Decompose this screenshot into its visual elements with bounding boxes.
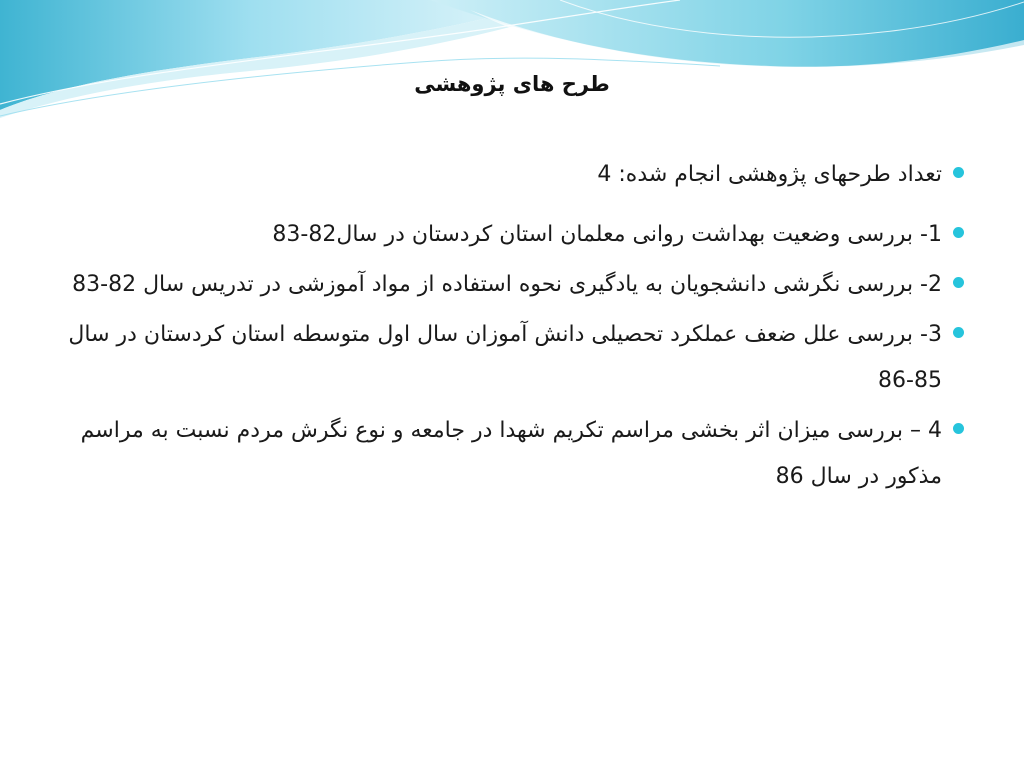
- bullet-text: 3- بررسی علل ضعف عملکرد تحصیلی دانش آموزان سال اول متوسطه استان کردستان در سال 85-86: [68, 322, 942, 393]
- bullet-item: [62, 262, 942, 308]
- bullet-text: 4 – بررسی میزان اثر بخشی مراسم تکریم شهدا در جامعه و نوع نگرش مردم نسبت به مراسم مذکور در سال 86: [80, 418, 942, 489]
- bullet-text: 2- بررسی نگرشی دانشجویان به یادگیری نحوه استفاده از مواد آموزشی در تدریس سال 82-83: [72, 272, 942, 297]
- slide-content: [62, 152, 942, 504]
- slide-title: طرح های پژوهشی: [414, 72, 610, 96]
- bullet-list: [62, 152, 942, 500]
- header-wave-decoration: [0, 0, 1024, 130]
- bullet-dot-icon: [953, 167, 964, 178]
- bullet-dot-icon: [953, 277, 964, 288]
- bullet-item: [62, 408, 942, 500]
- bullet-item: [62, 212, 942, 258]
- bullet-dot-icon: [953, 423, 964, 434]
- bullet-text: تعداد طرحهای پژوهشی انجام شده: 4: [597, 162, 942, 187]
- bullet-dot-icon: [953, 327, 964, 338]
- bullet-item: [62, 152, 942, 198]
- bullet-item: [62, 312, 942, 404]
- bullet-dot-icon: [953, 227, 964, 238]
- bullet-text: 1- بررسی وضعیت بهداشت روانی معلمان استان کردستان در سال82-83: [272, 222, 942, 247]
